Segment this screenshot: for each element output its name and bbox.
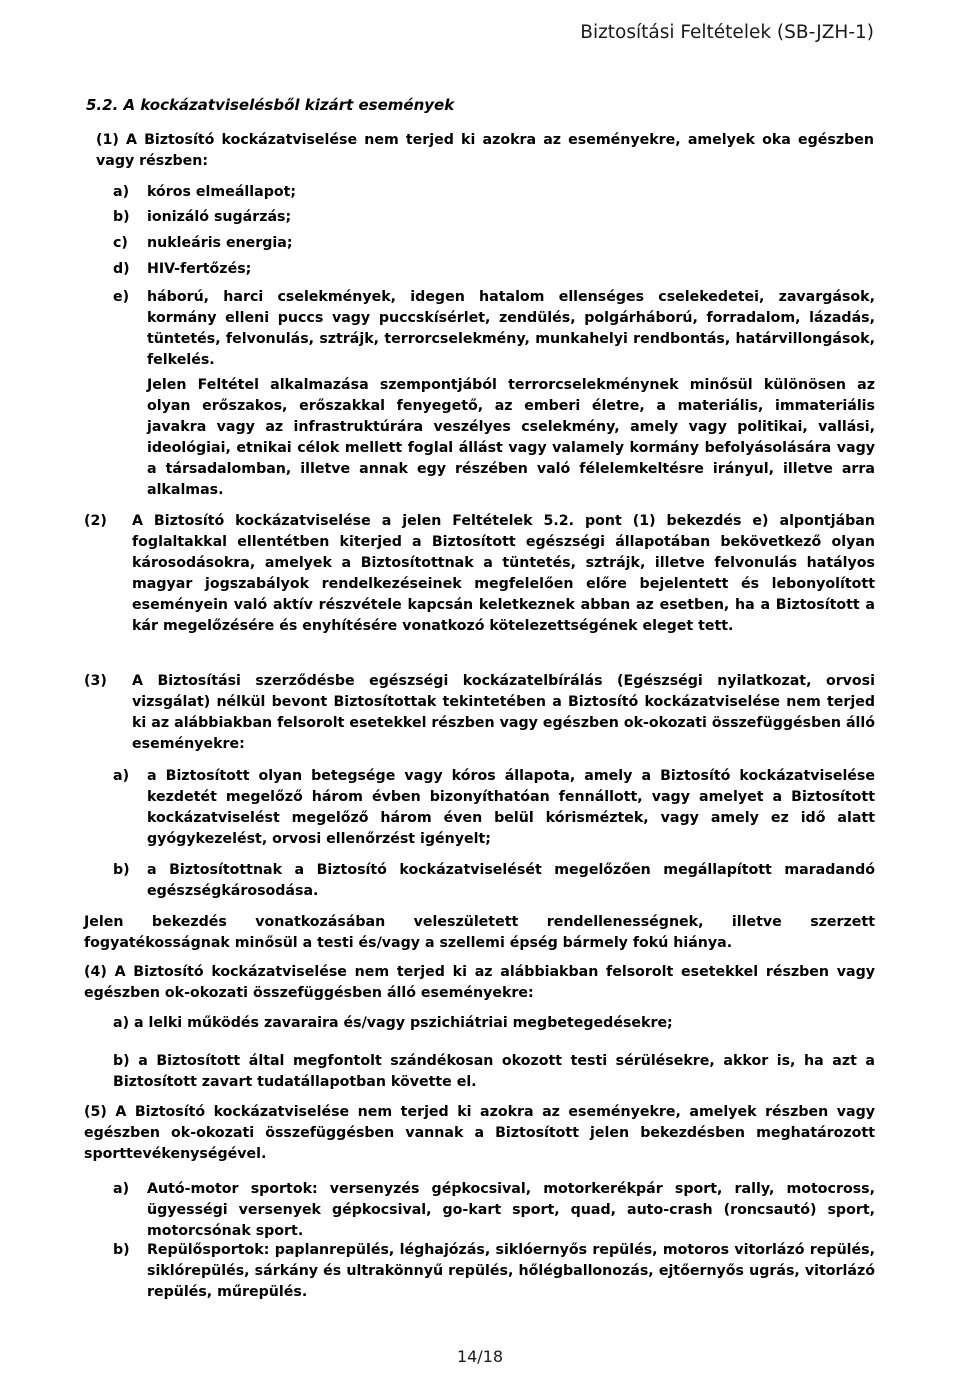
list-item (113, 233, 875, 254)
list-item-label: a) (113, 1181, 130, 1197)
paragraph-number: (2) (84, 513, 107, 529)
list-item (113, 1179, 875, 1242)
list-item-label: a) (113, 768, 130, 784)
list-item-text: a Biztosítottnak a Biztosító kockázatviselését megelőzően megállapított maradandó egészségkárosodása. (147, 862, 875, 899)
list-item-text: Autó-motor sportok: versenyzés gépkocsival, motorkerékpár sport, rally, motocross, ügyességi versenyek gépkocsival, go-kart sport, quad, auto-crash (roncsautó) sport, motorcsónak sport. (147, 1181, 875, 1239)
list-item (113, 207, 875, 228)
list-item (113, 287, 875, 371)
document-header: Biztosítási Feltételek (SB-JZH-1) (580, 22, 874, 43)
list-item-label: b) (113, 862, 130, 878)
list-item-text: ionizáló sugárzás; (147, 209, 292, 225)
section-title: 5.2. A kockázatviselésből kizárt események (86, 96, 455, 114)
paragraph-4-intro: (4) A Biztosító kockázatviselése nem terjed ki az alábbiakban felsorolt esetekkel részben vagy egészben ok-okozati összefüggésben álló eseményekre: (84, 964, 875, 1001)
list-item-label: b) (113, 209, 130, 225)
list-item-label: c) (113, 235, 128, 251)
list-item-label: a) (113, 184, 130, 200)
list-item-text: a Biztosított olyan betegsége vagy kóros állapota, amely a Biztosító kockázatviselése kezdetét megelőző három évben bizonyíthatóan fennállott, vagy amelyet a Biztosított kockázatviselést megelőző három éven belül kórisméztek, vagy amely ez idő alatt gyógykezelést, orvosi ellenőrzést igényelt; (147, 768, 875, 847)
page-number: 14/18 (456, 1347, 504, 1366)
list-item-label: d) (113, 261, 130, 277)
list-item-text: háború, harci cselekmények, idegen hatalom ellenséges cselekedetei, zavargások, kormány elleni puccs vagy puccskísérlet, zendülés, polgárháború, forradalom, lázadás, tüntetés, felvonulás, sztrájk, terrorcselekmény, munkahelyi rendbontás, határvillongások, felkelés. (147, 289, 875, 368)
list-item (113, 182, 875, 203)
list-item (113, 766, 875, 850)
list-item-text: Repülősportok: paplanrepülés, léghajózás, siklóernyős repülés, motoros vitorlázó repülés, siklórepülés, sárkány és ultrakönnyű repülés, hőlégballonozás, ejtőernyős ugrás, vitorlázó repülés, műrepülés. (147, 1242, 875, 1300)
paragraph-1-intro: (1) A Biztosító kockázatviselése nem terjed ki azokra az eseményekre, amelyek oka egészben vagy részben: (96, 132, 874, 169)
paragraph-text: A Biztosító kockázatviselése a jelen Feltételek 5.2. pont (1) bekezdés e) alpontjában foglaltakkal ellentétben kiterjed a Biztosított egészségi állapotában bekövetkező olyan károsodásokra, amelyek a Biztosítottnak a tüntetés, sztrájk, illetve felvonulás hatályos magyar jogszabályok rendelkezéseinek megfelelően előre bejelentett és lebonyolított eseményein való aktív részvétele kapcsán keletkeznek abban az esetben, ha a Biztosított a kár megelőzésére és enyhítésére vonatkozó kötelezettségének eleget tett. (132, 513, 875, 634)
paragraph-number: (3) (84, 673, 107, 689)
paragraph-3 (84, 671, 875, 755)
list-item (113, 259, 875, 280)
paragraph-2 (84, 511, 875, 637)
terror-definition-note: Jelen Feltétel alkalmazása szempontjából terrorcselekménynek minősül különösen az olyan erőszakos, erőszakkal fenyegető, az emberi életre, a materiális, immateriális javakra vagy az infrastruktúrára veszélyes cselekmény, amely vagy politikai, vallási, ideológiai, etnikai célok mellett foglal állást vagy valamely kormány befolyásolására vagy a társadalomban, illetve annak egy részében való félelemkeltésre irányul, illetve arra alkalmas. (147, 377, 875, 498)
list-item-label: e) (113, 289, 130, 305)
list-item-text: HIV-fertőzés; (147, 261, 252, 277)
list-item (113, 860, 875, 902)
list-item-text: nukleáris energia; (147, 235, 293, 251)
list-item: a) a lelki működés zavaraira és/vagy pszichiátriai megbetegedésekre; (113, 1015, 673, 1031)
paragraph-5-intro: (5) A Biztosító kockázatviselése nem terjed ki azokra az eseményekre, amelyek részben vagy egészben ok-okozati összefüggésben vannak a Biztosított jelen bekezdésben meghatározott sporttevékenységével. (84, 1104, 875, 1162)
list-item (113, 1240, 875, 1303)
list-item-text: kóros elmeállapot; (147, 184, 297, 200)
list-item: b) a Biztosított által megfontolt szándékosan okozott testi sérülésekre, akkor is, ha azt a Biztosított zavart tudatállapotban követte el. (113, 1053, 875, 1090)
list-item-label: b) (113, 1242, 130, 1258)
paragraph-3-note: Jelen bekezdés vonatkozásában veleszületett rendellenességnek, illetve szerzett fogyatékosságnak minősül a testi és/vagy a szellemi épség bármely fokú hiánya. (84, 914, 875, 951)
paragraph-text: A Biztosítási szerződésbe egészségi kockázatelbírálás (Egészségi nyilatkozat, orvosi vizsgálat) nélkül bevont Biztosítottak tekintetében a Biztosító kockázatviselése nem terjed ki az alábbiakban felsorolt esetekkel részben vagy egészben ok-okozati összefüggésben álló eseményekre: (132, 673, 875, 752)
